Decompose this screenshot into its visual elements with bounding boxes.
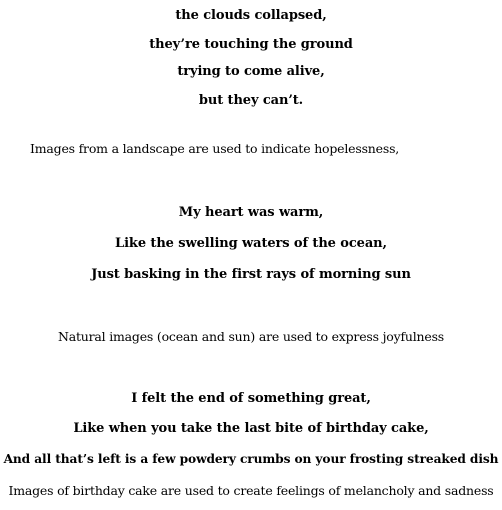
poem-line: trying to come alive, <box>177 64 325 79</box>
poem-line: And all that’s left is a few powdery crumbs on your frosting streaked dish <box>3 452 499 466</box>
poem-line: I felt the end of something great, <box>131 391 371 406</box>
poem-line: My heart was warm, <box>178 205 324 220</box>
analysis-note: Natural images (ocean and sun) are used to express joyfulness <box>57 329 445 344</box>
poem-line: the clouds collapsed, <box>175 8 327 23</box>
poem-line: Just basking in the first rays of morning sun <box>91 267 411 282</box>
poem-line: they’re touching the ground <box>149 37 353 52</box>
poem-line: but they can’t. <box>198 93 304 108</box>
analysis-note: Images from a landscape are used to indicate hopelessness, <box>30 141 400 156</box>
poem-line: Like the swelling waters of the ocean, <box>115 236 387 251</box>
analysis-note: Images of birthday cake are used to create feelings of melancholy and sadness <box>8 483 494 498</box>
poem-line: Like when you take the last bite of birthday cake, <box>73 421 429 436</box>
